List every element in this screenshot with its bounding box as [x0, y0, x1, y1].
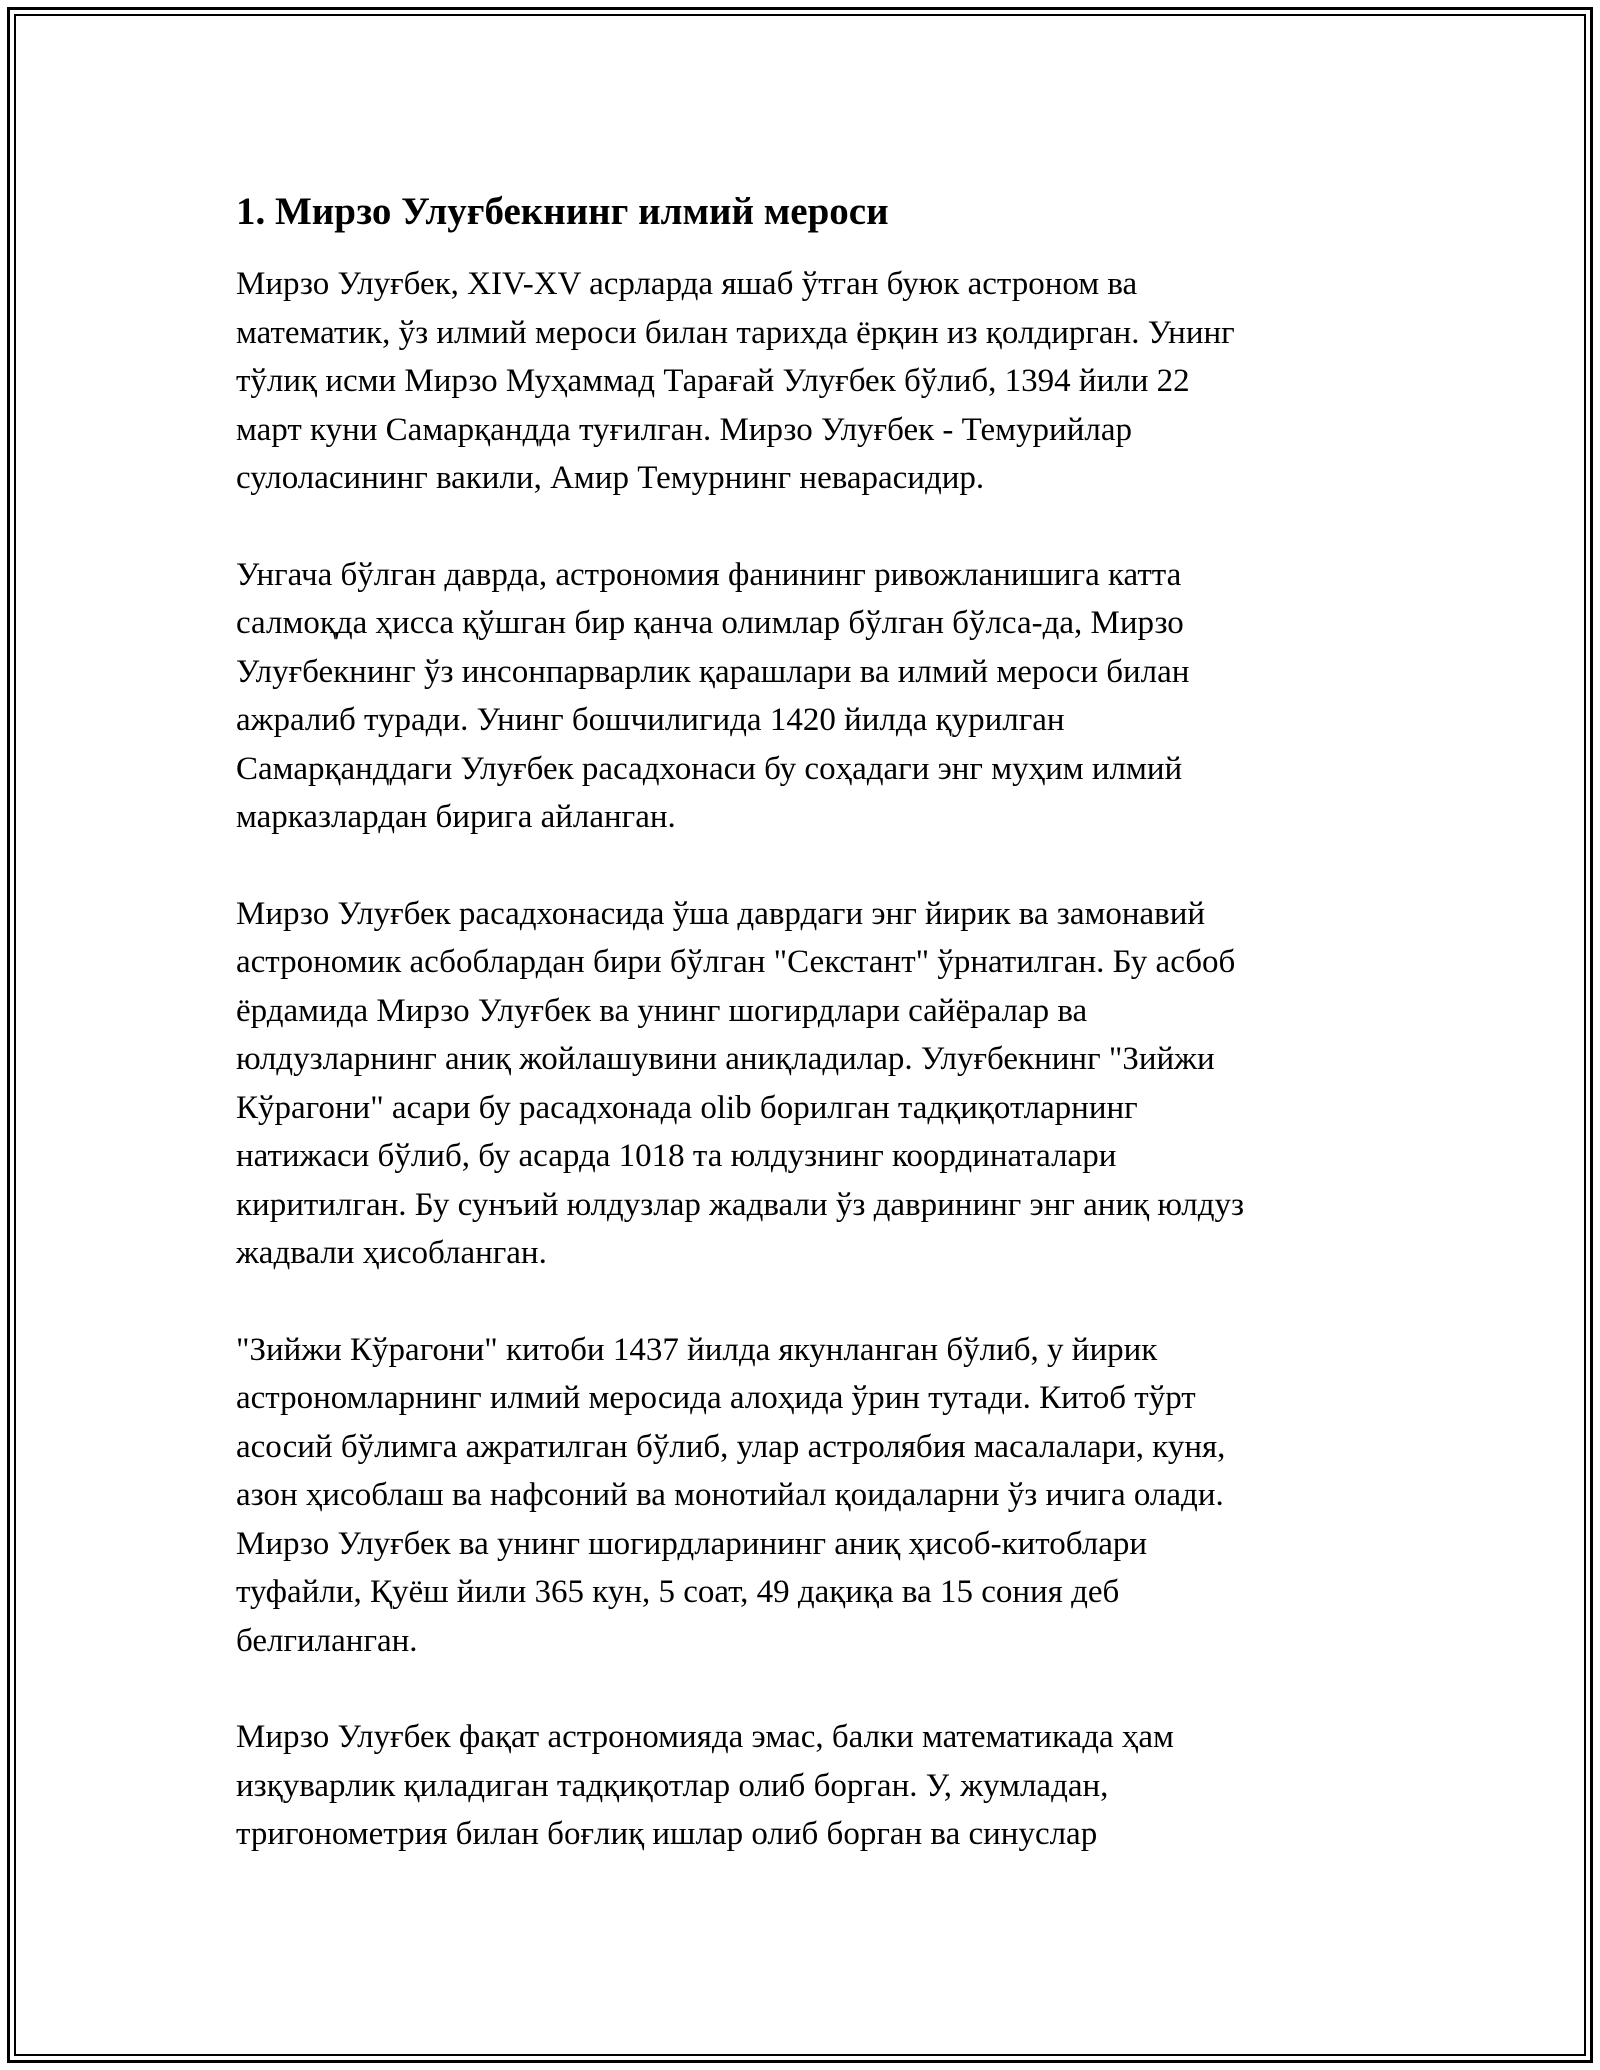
- paragraph-1: Мирзо Улуғбек, XIV-XV асрларда яшаб ўтган буюк астроном ва математик, ўз илмий мероси билан тарихда ёрқин из қолдирган. Унинг тўлиқ исми Мирзо Муҳаммад Тарағай Улуғбек бўлиб, 1394 йили 22 март куни Самарқандда туғилган. Мирзо Улуғбек - Темурийлар сулоласининг вакили, Амир Темурнинг неварасидир.: [236, 266, 1235, 496]
- paragraph-3: Мирзо Улуғбек расадхонасида ўша даврдаги энг йирик ва замонавий астрономик асбоблардан бири бўлган "Секстант" ўрнатилган. Бу асбоб ёрдамида Мирзо Улуғбек ва унинг шогирдлари сайёралар ва юлдузларнинг аниқ жойлашувини аниқладилар. Улуғбекнинг "Зийжи Кўрагони" асари бу расадхонада olib борилган тадқиқотларнинг натижаси бўлиб, бу асарда 1018 та юлдузнинг координаталари киритилган. Бу сунъий юлдузлар жадвали ўз даврининг энг аниқ юлдуз жадвали ҳисобланган.: [236, 895, 1245, 1271]
- paragraph-2: Унгача бўлган даврда, астрономия фанининг ривожланишига катта салмоқда ҳисса қўшган бир қанча олимлар бўлган бўлса-да, Мирзо Улуғбекнинг ўз инсонпарварлик қарашлари ва илмий мероси билан ажралиб туради. Унинг бошчилигида 1420 йилда қурилган Самарқанддаги Улуғбек расадхонаси бу соҳадаги энг муҳим илмий марказлардан бирига айланган.: [236, 556, 1190, 835]
- section-heading: 1. Мирзо Улуғбекнинг илмий мероси: [236, 190, 889, 233]
- document-body: [236, 186, 1366, 1907]
- paragraph-4: "Зийжи Кўрагони" китоби 1437 йилда якунланган бўлиб, у йирик астрономларнинг илмий меросида алоҳида ўрин тутади. Китоб тўрт асосий бўлимга ажратилган бўлиб, улар астролябия масалалари, куня, азон ҳисоблаш ва нафсоний ва монотийал қоидаларни ўз ичига олади. Мирзо Улуғбек ва унинг шогирдларининг аниқ ҳисоб-китоблари туфайли, Қуёш йили 365 кун, 5 соат, 49 дақиқа ва 15 сония деб белгиланган.: [236, 1331, 1226, 1659]
- paragraph-5: Мирзо Улуғбек фақат астрономияда эмас, балки математикада ҳам изқуварлик қиладиган тадқиқотлар олиб борган. У, жумладан, тригонометрия билан боғлиқ ишлар олиб борган ва синуслар: [236, 1719, 1174, 1852]
